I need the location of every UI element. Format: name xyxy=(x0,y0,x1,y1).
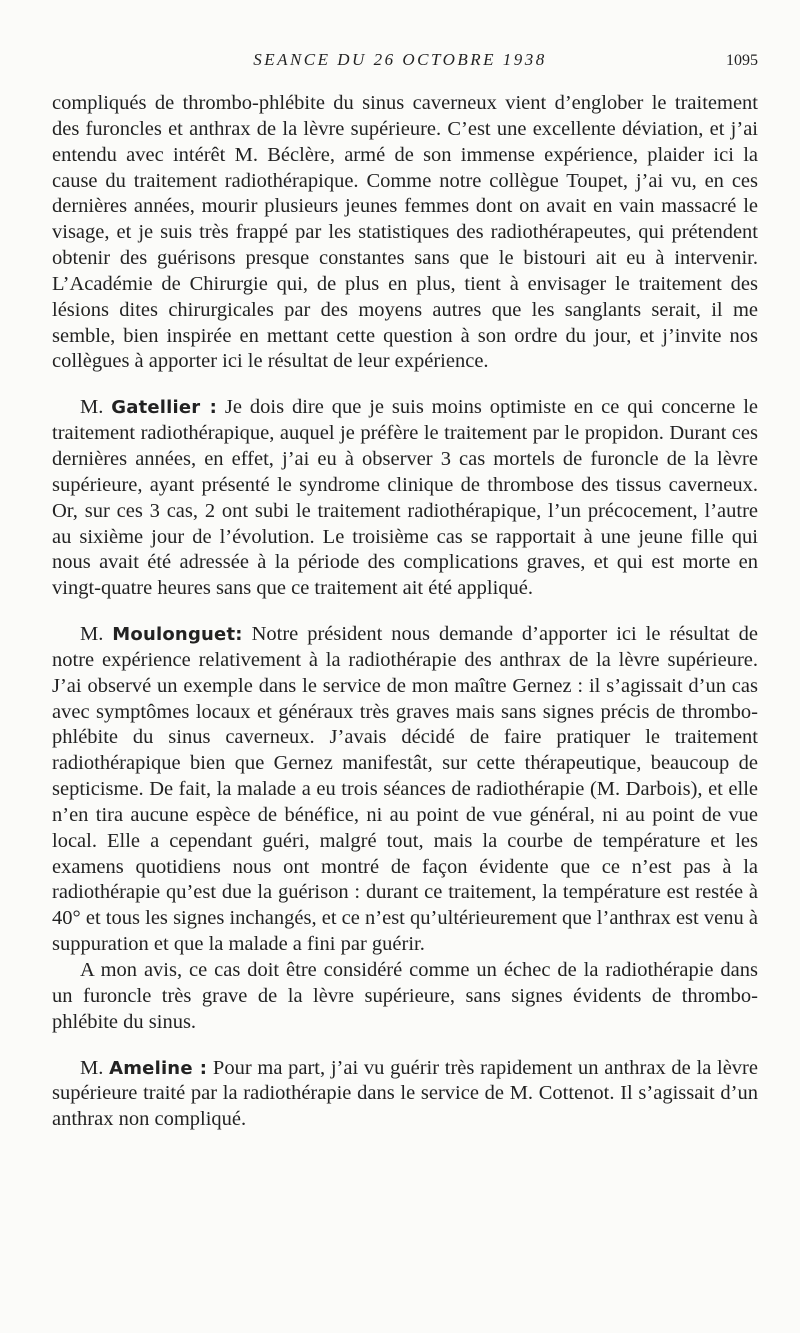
paragraph-conclusion xyxy=(52,958,758,1036)
body-text xyxy=(52,91,758,1133)
speaker-name: Ameline : xyxy=(109,1057,208,1079)
speaker-prefix: M. xyxy=(80,396,112,419)
paragraph-text: Je dois dire que je suis moins optimiste en ce qui concerne le traitement radiothérapique, auquel je préfère le traitement par le propidon. Durant ces dernières années, en effet, j’ai eu à observer 3 cas mortels de furoncle de la lèvre supérieure, ayant présenté le syndrome clinique de thrombose des tissus caverneux. Or, sur ces 3 cas, 2 ont subi le traitement radiothérapique, l’un précocement, l’autre au sixième jour de l’évolution. Le troisième cas se rapportait à une jeune fille qui nous avait été adressée à la période des complications graves, et qui est morte en vingt-quatre heures sans que ce traitement ait été appliqué. xyxy=(52,396,758,600)
paragraph-ameline xyxy=(52,1056,758,1134)
paragraph-gatellier xyxy=(52,395,758,602)
paragraph-text: A mon avis, ce cas doit être considéré comme un échec de la radiothérapie dans un furoncle très grave de la lèvre supérieure, sans signes évidents de thrombo-phlébite du sinus. xyxy=(52,959,758,1033)
paragraph-text: Notre président nous demande d’apporter ici le résultat de notre expérience relativement à la radiothérapie des anthrax de la lèvre supérieure. J’ai observé un exemple dans le service de mon maître Gernez : il s’agissait d’un cas avec symptômes locaux et généraux très graves mais sans signes précis de thrombo-phlébite du sinus caverneux. J’avais décidé de faire pratiquer le traitement radiothérapique bien que Gernez manifestât, sur cette thérapeutique, beaucoup de septicisme. De fait, la malade a eu trois séances de radiothérapie (M. Darbois), et elle n’en tira aucune espèce de bénéfice, ni au point de vue général, ni au point de vue local. Elle a cependant guéri, malgré tout, mais la courbe de température et les examens quotidiens nous ont montré de façon évidente que ce n’est pas à la radiothérapie qu’est due la guérison : durant ce traitement, la température est restée à 40° et tous les signes inchangés, et ce n’est qu’ultérieurement que l’anthrax est venu à suppuration et que la malade a fini par guérir. xyxy=(52,623,758,956)
paragraph-text: Pour ma part, j’ai vu guérir très rapidement un anthrax de la lèvre supérieure traité par la radiothérapie dans le service de M. Cottenot. Il s’agissait d’un anthrax non compliqué. xyxy=(52,1056,758,1131)
paragraph-gap xyxy=(52,375,758,395)
speaker-name: Moulonguet: xyxy=(112,624,243,646)
running-title: SEANCE DU 26 OCTOBRE 1938 xyxy=(253,50,547,69)
page-header xyxy=(0,50,800,74)
paragraph-moulonguet xyxy=(52,622,758,958)
paragraph-gap xyxy=(52,1036,758,1056)
speaker-name: Gatellier : xyxy=(111,397,218,419)
speaker-prefix: M. xyxy=(80,623,113,646)
paragraph-text: compliqués de thrombo-phlébite du sinus caverneux vient d’englober le traitement des furoncles et anthrax de la lèvre supérieure. C’est une excellente déviation, et j’ai entendu avec intérêt M. Béclère, armé de son immense expérience, plaider ici la cause du traitement radiothérapique. Comme notre collègue Toupet, j’ai vu, en ces dernières années, mourir plusieurs jeunes femmes dont on avait en vain massacré le visage, et je suis très frappé par les statistiques des radiothérapeutes, qui prétendent obtenir des guérisons presque constantes sans que le bistouri ait eu à intervenir. L’Académie de Chirurgie qui, de plus en plus, tient à envisager le traitement des lésions dites chirurgicales par des moyens autres que les sanglants serait, il me semble, bien inspirée en mettant cette question à son ordre du jour, et j’invite nos collègues à apporter ici le résultat de leur expérience. xyxy=(52,92,758,373)
paragraph-gap xyxy=(52,602,758,622)
page-number: 1095 xyxy=(726,52,758,69)
speaker-prefix: M. xyxy=(80,1056,110,1079)
paragraph-continuation xyxy=(52,91,758,375)
